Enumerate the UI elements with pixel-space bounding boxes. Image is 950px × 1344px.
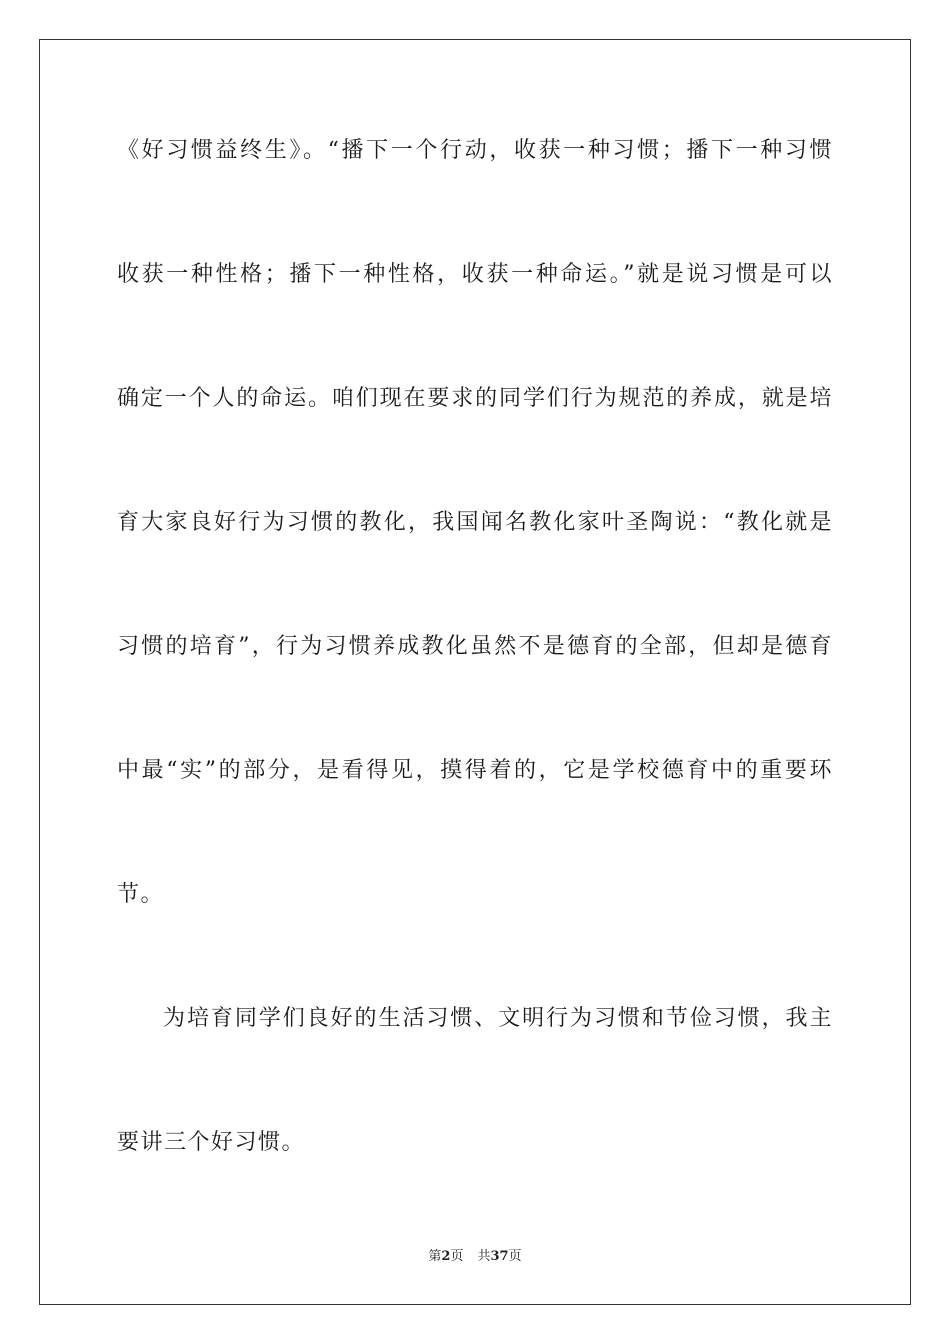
page-prefix: 第 [428, 1249, 442, 1264]
paragraph-line-4: 育大家良好行为习惯的教化，我国闻名教化家叶圣陶说：“教化就是 [117, 510, 833, 535]
total-pages: 37 [490, 1249, 509, 1264]
page-footer [0, 1248, 950, 1266]
page-number: 2 [441, 1249, 451, 1264]
paragraph-line-1: 《好习惯益终生》。“播下一个行动，收获一种习惯；播下一种习惯 [117, 138, 833, 163]
page-border [39, 39, 911, 1305]
paragraph-2-line-2: 要讲三个好习惯。 [117, 1130, 306, 1155]
paragraph-line-5: 习惯的培育”，行为习惯养成教化虽然不是德育的全部，但却是德育 [117, 634, 833, 659]
page-suffix: 页 [450, 1249, 464, 1264]
total-prefix: 共 [477, 1249, 491, 1264]
paragraph-2-line-1: 为培育同学们良好的生活习惯、文明行为习惯和节俭习惯，我主 [163, 1006, 833, 1031]
total-suffix: 页 [508, 1249, 522, 1264]
paragraph-line-6: 中最“实”的部分，是看得见，摸得着的，它是学校德育中的重要环 [117, 758, 833, 783]
paragraph-line-3: 确定一个人的命运。咱们现在要求的同学们行为规范的养成，就是培 [117, 386, 833, 411]
paragraph-line-7: 节。 [117, 882, 165, 907]
paragraph-line-2: 收获一种性格；播下一种性格，收获一种命运。”就是说习惯是可以 [117, 262, 833, 287]
